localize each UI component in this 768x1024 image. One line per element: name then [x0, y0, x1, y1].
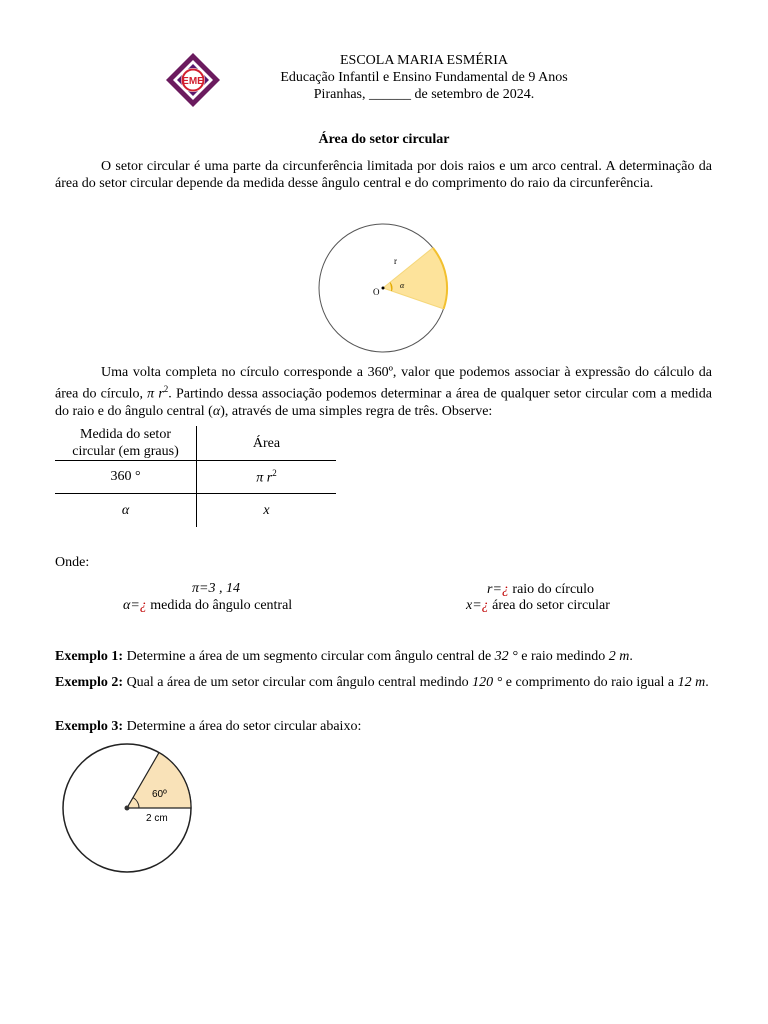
example-3: Exemplo 3: Determine a área do setor circular abaixo: — [55, 719, 362, 734]
table-row — [55, 461, 336, 494]
rule-of-three-table — [55, 426, 336, 527]
formula-r: r — [158, 386, 164, 402]
example-3-diagram — [55, 742, 205, 874]
header-cell-area: Área — [197, 426, 337, 461]
header-cell-measure: Medida do setor circular (em graus) — [55, 426, 197, 461]
school-subtitle: Educação Infantil e Ensino Fundamental de 9 Anos — [280, 70, 568, 85]
pi-definition: π=3 , 14 — [192, 581, 240, 596]
cell-360: 360 ° — [55, 461, 197, 494]
alpha-definition: α=¿ medida do ângulo central — [123, 598, 293, 613]
paragraph-text-1: Uma volta completa no círculo corresponde a 360º, valor que podemos associar à expressão do cálculo da área do círculo, — [55, 365, 712, 402]
radius-label: r — [394, 256, 397, 266]
onde-label: Onde: — [55, 555, 90, 570]
cell-alpha: α — [55, 494, 197, 528]
example-1: Exemplo 1: Determine a área de um segmento circular com ângulo central de 32 ° e raio medindo 2 m. — [55, 649, 633, 664]
formula-pi: π — [147, 386, 155, 402]
rule-paragraph — [55, 364, 712, 420]
r-definition: r=¿ raio do círculo — [487, 582, 595, 597]
cell-pi-r2: π $r^2$ — [197, 461, 337, 494]
center-label: O — [373, 287, 380, 297]
table-header-row — [55, 426, 336, 461]
paragraph-text-2: . Partindo dessa associação podemos determinar a área de qualquer setor circular com a medida do raio e do ângulo central ( — [55, 386, 712, 419]
example-2: Exemplo 2: Qual a área de um setor circular com ângulo central medindo 120 ° e comprimento do raio igual a 12 m. — [55, 675, 709, 690]
sector-diagram — [315, 222, 455, 354]
document-header — [0, 52, 768, 103]
intro-paragraph: O setor circular é uma parte da circunferência limitada por dois raios e um arco central. A determinação da área do setor circular depende da medida desse ângulo central e do comprimento do raio da circunferência. — [55, 159, 712, 191]
table-row — [55, 494, 336, 528]
logo-lettering: EME — [182, 76, 204, 87]
formula-exponent: 2 — [163, 384, 169, 394]
x-definition: x=¿ área do setor circular — [466, 598, 610, 613]
alpha-symbol: α — [212, 403, 221, 419]
paragraph-text-3: ), através de uma simples regra de três. Observe: — [220, 403, 493, 419]
angle-60-label: 60º — [152, 789, 167, 800]
date-line: Piranhas, ______ de setembro de 2024. — [313, 87, 535, 102]
angle-label: α — [400, 281, 405, 290]
radius-2cm-label: 2 cm — [146, 813, 168, 824]
cell-x: x — [263, 502, 270, 518]
page-title: Área do setor circular — [318, 132, 450, 147]
school-name: ESCOLA MARIA ESMÉRIA — [339, 53, 509, 68]
